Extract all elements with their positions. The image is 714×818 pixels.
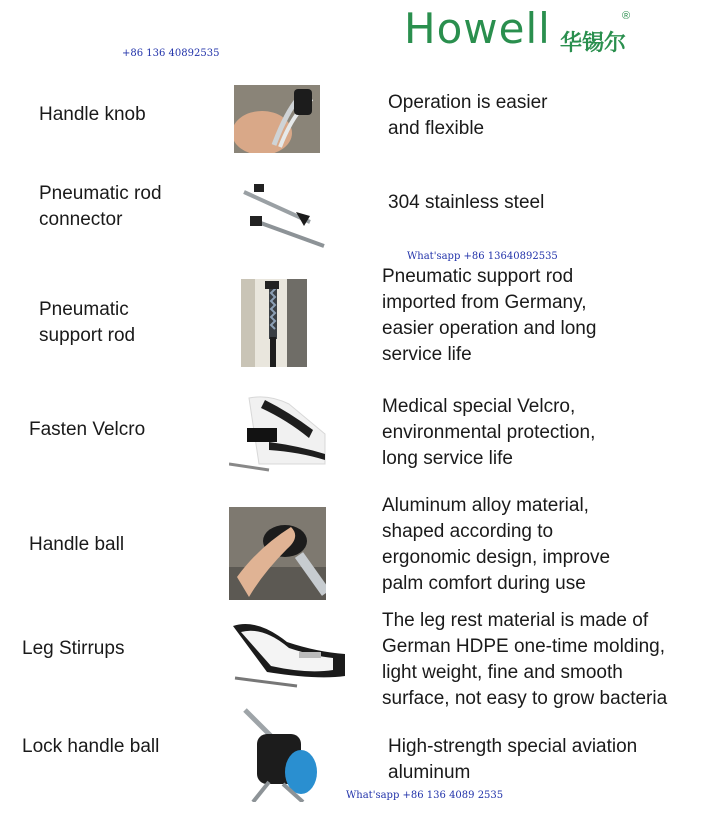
registered-mark: ® xyxy=(622,10,631,22)
feature-description: Medical special Velcro, environmental protection, long service life xyxy=(382,396,596,469)
brand-logo xyxy=(404,6,654,56)
feature-description: Aluminum alloy material, shaped according to ergonomic design, improve palm comfort during use xyxy=(382,495,611,594)
contact-top: +86 136 40892535 xyxy=(122,48,220,59)
feature-name: Fasten Velcro xyxy=(29,419,146,440)
contact-middle: What'sapp +86 13640892535 xyxy=(407,251,558,262)
brand-chinese-name: 华锡尔 xyxy=(560,31,627,56)
feature-name: Handle ball xyxy=(29,534,125,555)
feature-description: Operation is easier and flexible xyxy=(388,92,548,139)
feature-description: High-strength special aviation aluminum xyxy=(388,736,638,783)
feature-description: 304 stainless steel xyxy=(388,192,545,213)
rod-connector-photo-icon xyxy=(240,182,326,248)
feature-description: The leg rest material is made of German HDPE one-time molding, light weight, fine and smooth surface, not easy to grow bacteria xyxy=(382,610,668,709)
leg-stirrup-photo-icon xyxy=(227,618,349,688)
velcro-photo-icon xyxy=(229,394,327,472)
feature-name: Lock handle ball xyxy=(22,736,160,757)
brand-name: Howell xyxy=(404,4,551,53)
feature-name: Pneumatic rod connector xyxy=(39,183,162,230)
feature-description: Pneumatic support rod imported from Germany, easier operation and long service life xyxy=(382,266,597,365)
handle-knob-photo-icon xyxy=(234,85,320,153)
feature-name: Handle knob xyxy=(39,104,146,125)
handle-ball-photo-icon xyxy=(229,507,326,600)
contact-bottom: What'sapp +86 136 4089 2535 xyxy=(346,790,504,801)
feature-name: Leg Stirrups xyxy=(22,638,125,659)
support-rod-photo-icon xyxy=(241,279,307,367)
feature-name: Pneumatic support rod xyxy=(39,299,136,346)
lock-handle-photo-icon xyxy=(243,708,323,802)
